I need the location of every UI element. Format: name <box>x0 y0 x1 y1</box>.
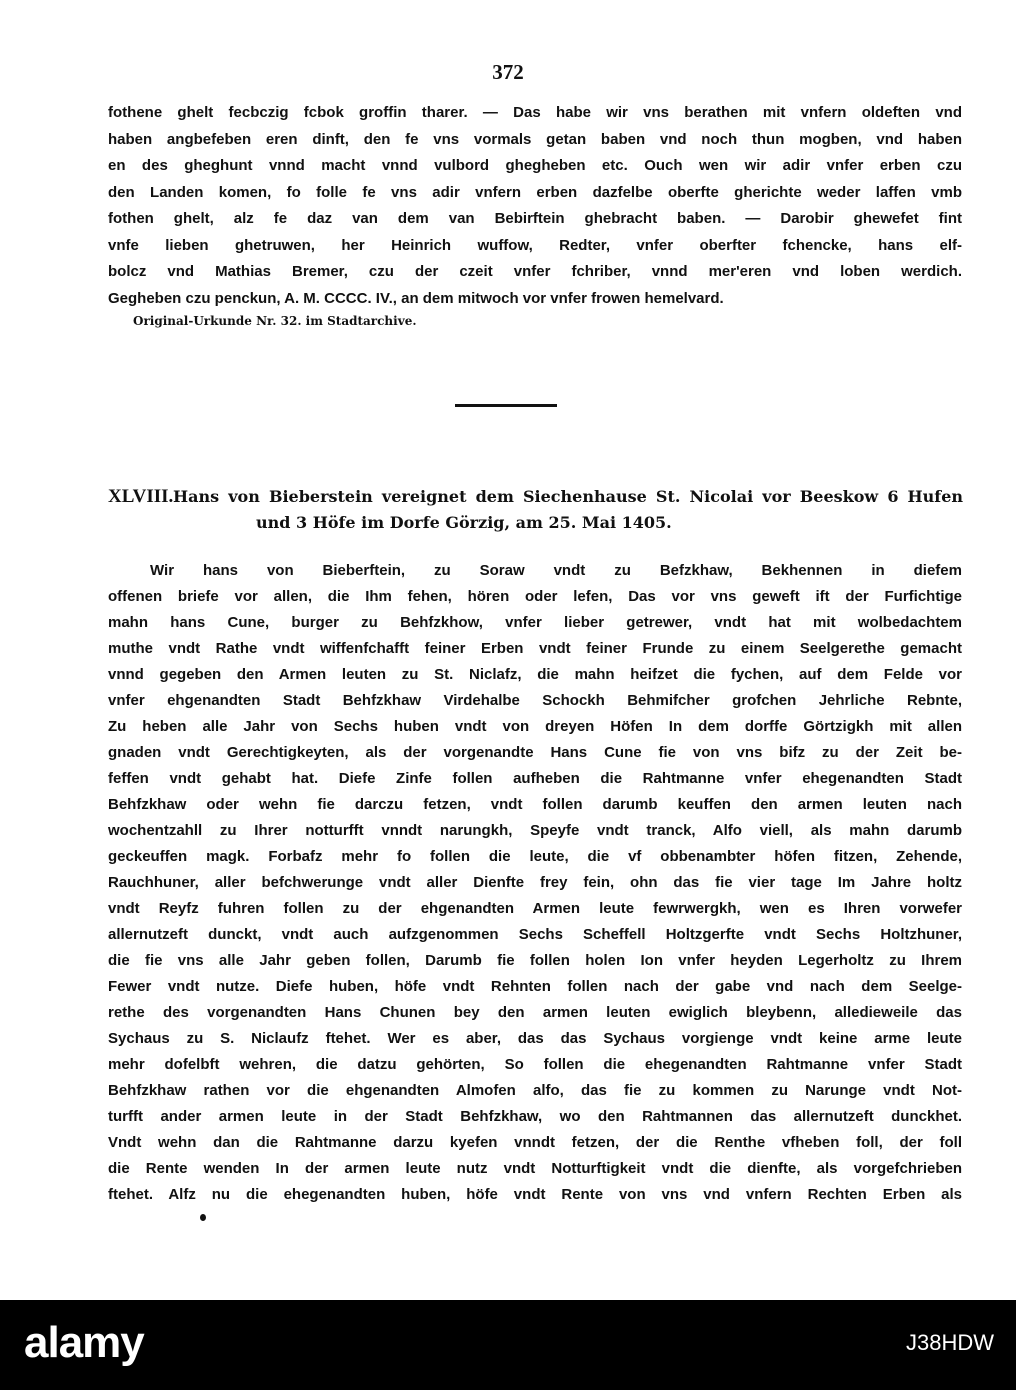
text-line: en des gheghunt vnnd macht vnnd vulbord ghegheben etc. Ouch wen wir adir vnfer erben czu <box>108 157 962 174</box>
text-line: fothene ghelt fecbczig fcbok groffin tharer. — Das habe wir vns berathen mit vnfern oldeften vnd <box>108 104 962 121</box>
text-line: die fie vns alle Jahr geben follen, Darumb fie follen holen Ion vnfer heyden Legerholtz zu Ihrem <box>108 952 962 969</box>
text-line: vndt Reyfz fuhren follen zu der ehgenandten Armen leute fewrwergkh, wen es Ihren vorwefer <box>108 900 962 917</box>
text-line: vnfer ehgenandten Stadt Behfzkhaw Virdehalbe Schockh Behmifcher grofchen Jehrliche Rebnte, <box>108 692 962 709</box>
text-line: Behfzkhaw oder wehn fie darczu fetzen, vndt follen darumb keuffen den armen leuten nach <box>108 796 962 813</box>
text-line: gnaden vndt Gerechtigkeyten, als der vorgenandte Hans Cune fie von vns bifz zu der Zeit be- <box>108 744 962 761</box>
image-id-label: J38HDW <box>905 1330 994 1355</box>
page-number: 372 <box>492 60 524 84</box>
text-line: Zu heben alle Jahr von Sechs huben vndt von dreyen Höfen In dem dorffe Görtzigkh mit allen <box>108 718 962 735</box>
text-line: rethe des vorgenandten Hans Chunen bey den armen leuten ewiglich bleybenn, alledieweile das <box>108 1004 962 1021</box>
text-line: Rauchhuner, aller befchwerunge vndt aller Dienfte frey fein, ohn das fie vier tage Im Jahre holtz <box>108 874 962 891</box>
document-body <box>108 558 962 1208</box>
text-line: den Landen komen, fo folle fe vns adir vnfern erben dazfelbe oberfte gherichte weder laffen vmb <box>108 183 962 201</box>
watermark-bar <box>0 1300 1016 1390</box>
alamy-logo: alamy <box>24 1318 144 1367</box>
text-line: die Rente wenden In der armen leute nutz vndt Notturftigkeit vndt die dienfte, als vorgefchrieben <box>108 1160 962 1177</box>
text-line: Vndt wehn dan die Rahtmanne darzu kyefen vnndt fetzen, der die Renthe vfheben foll, der foll <box>108 1134 962 1151</box>
text-line: allernutzeft dunckt, vndt auch aufzgenommen Sechs Scheffell Holtzgerfte vndt Sechs Holtzhuner, <box>108 926 962 943</box>
text-line: geckeuffen magk. Forbafz mehr fo follen die leute, die vf obbenambter höfen fitzen, Zehende, <box>108 848 962 865</box>
text-line: muthe vndt Rathe vndt wiffenfchafft feiner Erben vndt feiner Frunde zu einem Seelgerethe gemacht <box>108 640 962 657</box>
text-line: Sychaus zu S. Niclaufz ftehet. Wer es aber, das das Sychaus vorgienge vndt keine arme leute <box>108 1030 962 1047</box>
text-line: Gegheben czu penckun, A. M. CCCC. IV., an dem mitwoch vor vnfer frowen hemelvard. <box>108 289 724 307</box>
text-line: fothen ghelt, alz fe daz van dem van Bebirftein ghebracht baben. — Darobir ghewefet fint <box>108 210 962 227</box>
section-title-line-2: und 3 Höfe im Dorfe Görzig, am 25. Mai 1405. <box>256 513 672 532</box>
text-line: turfft ander armen leute in der Stadt Behfzkhaw, wo den Rahtmannen das allernutzeft dunckhet. <box>108 1108 962 1125</box>
text-line: Wir hans von Bieberftein, zu Soraw vndt zu Befzkhaw, Bekhennen in diefem <box>150 562 962 579</box>
source-note: Original-Urkunde Nr. 32. im Stadtarchive. <box>133 314 417 328</box>
text-line: ftehet. Alfz nu die ehegenandten huben, höfe vndt Rente von vns vnd vnfern Rechten Erben als <box>108 1186 962 1203</box>
section-title-line-1: Hans von Bieberstein vereignet dem Siechenhause St. Nicolai vor Beeskow 6 Hufen <box>173 487 963 506</box>
text-line: vnnd gegeben den Armen leuten zu St. Niclafz, die mahn heifzet die fychen, auf dem Felde vor <box>108 666 962 683</box>
section-number: XLVIII. <box>108 486 174 507</box>
continuation-text <box>108 100 962 312</box>
section-divider <box>455 404 557 407</box>
ink-speck <box>200 1214 206 1221</box>
text-line: Behfzkhaw rathen vor die ehgenandten Almofen alfo, das fie zu kommen zu Narunge vndt Not- <box>108 1082 962 1099</box>
text-line: vnfe lieben ghetruwen, her Heinrich wuffow, Redter, vnfer oberfter fchencke, hans elf- <box>108 236 962 254</box>
text-line: mehr dofelbft wehren, die datzu gehörten, So follen die ehegenandten Rahtmanne vnfer Stadt <box>108 1056 962 1073</box>
text-line: mahn hans Cune, burger zu Behfzkhow, vnfer lieber getrewer, vndt hat mit wolbedachtem <box>108 614 962 631</box>
text-line: offenen briefe vor allen, die Ihm fehen, hören oder lefen, Das vor vns geweft ift der Furfichtige <box>108 588 962 605</box>
text-line: Fewer vndt nutze. Diefe huben, höfe vndt Rehnten follen nach der gabe vnd nach dem Seelge- <box>108 978 962 995</box>
text-line: wochentzahll zu Ihrer notturfft vnndt narungkh, Speyfe vndt tranck, Alfo viell, als mahn darumb <box>108 822 962 839</box>
text-line: haben angbefeben eren dinft, den fe vns vormals getan baben vnd noch thun mogben, vnd haben <box>108 130 962 148</box>
text-line: feffen vndt gehabt hat. Diefe Zinfe follen aufheben die Rahtmanne vnfer ehegenandten Stadt <box>108 770 962 787</box>
text-line: bolcz vnd Mathias Bremer, czu der czeit vnfer fchriber, vnnd mer'eren vnd loben werdich. <box>108 263 962 280</box>
